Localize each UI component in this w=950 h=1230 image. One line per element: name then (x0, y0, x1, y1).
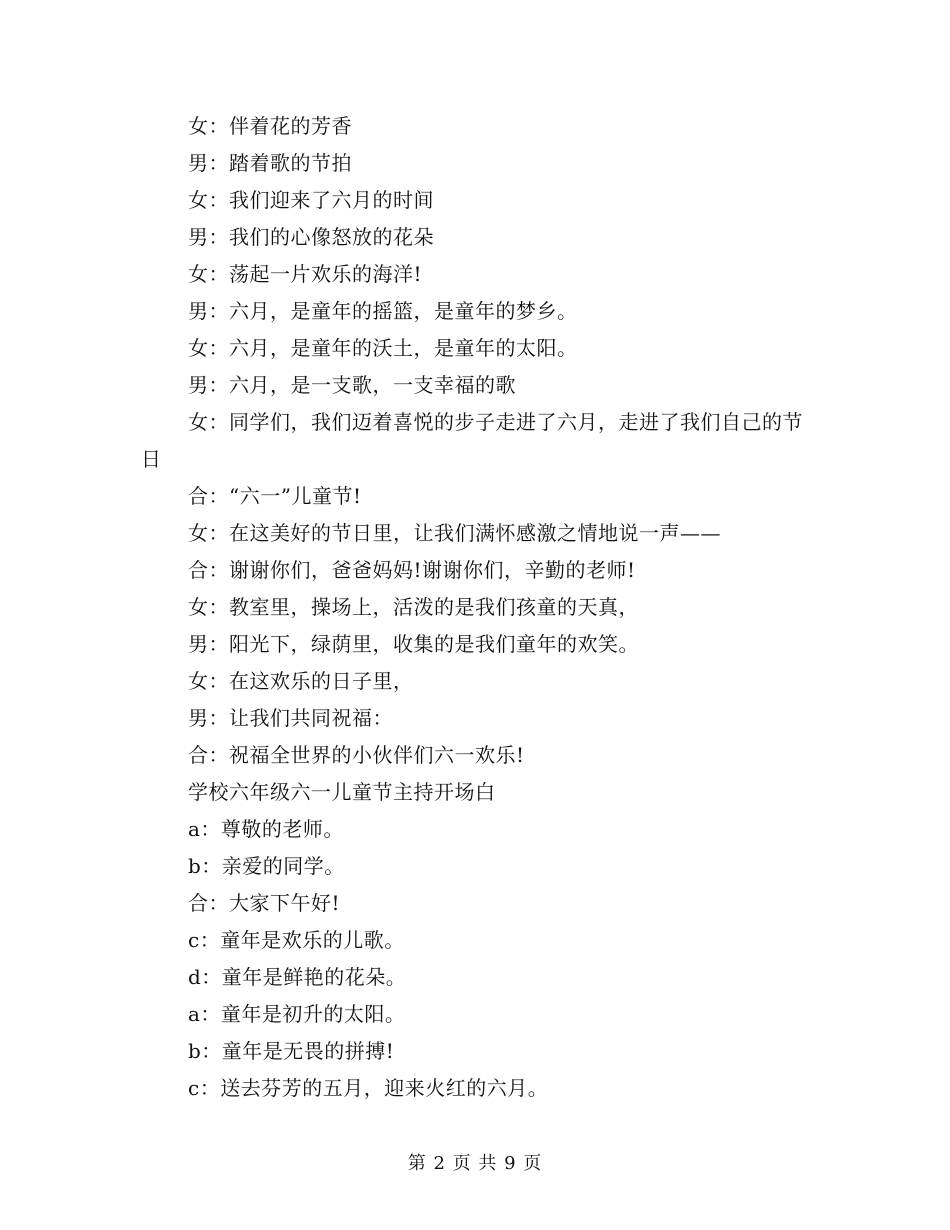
text-line: a：尊敬的老师。 (188, 817, 344, 841)
text-line: 合：大家下午好! (188, 891, 341, 915)
text-line: 男：踏着歌的节拍 (188, 151, 352, 175)
text-line: b：亲爱的同学。 (188, 854, 345, 878)
text-line: 女：伴着花的芳香 (188, 114, 352, 138)
text-line: 女：荡起一片欢乐的海洋! (188, 262, 423, 286)
text-line: a：童年是初升的太阳。 (188, 1002, 406, 1026)
section-heading: 学校六年级六一儿童节主持开场白 (188, 780, 496, 804)
text-line: 男：阳光下，绿荫里，收集的是我们童年的欢笑。 (188, 632, 639, 656)
text-line: 男：六月，是童年的摇篮，是童年的梦乡。 (188, 299, 578, 323)
text-line: 女：我们迎来了六月的时间 (188, 188, 434, 212)
text-line: 女：在这欢乐的日子里， (188, 669, 414, 693)
text-line: d：童年是鲜艳的花朵。 (188, 965, 407, 989)
text-line: 男：让我们共同祝福： (188, 706, 393, 730)
text-line: 女：六月，是童年的沃土，是童年的太阳。 (188, 336, 578, 360)
text-line: b：童年是无畏的拼搏! (188, 1039, 395, 1063)
text-line: c：送去芬芳的五月，迎来火红的六月。 (188, 1076, 549, 1100)
text-line: 女：教室里，操场上，活泼的是我们孩童的天真， (188, 595, 639, 619)
page-number-footer: 第 2 页 共 9 页 (407, 1153, 543, 1174)
text-line: 合：祝福全世界的小伙伴们六一欢乐! (188, 743, 525, 767)
text-line: 合：谢谢你们，爸爸妈妈!谢谢你们，辛勤的老师! (188, 558, 636, 582)
document-body (141, 108, 806, 1107)
text-line: 女：在这美好的节日里，让我们满怀感激之情地说一声—— (188, 521, 721, 545)
text-line: 男：我们的心像怒放的花朵 (188, 225, 434, 249)
text-line: 合：“六一”儿童节! (188, 484, 362, 508)
text-line: 男：六月，是一支歌，一支幸福的歌 (188, 373, 516, 397)
text-paragraph: 女：同学们，我们迈着喜悦的步子走进了六月，走进了我们自己的节日 (141, 410, 803, 471)
text-line: c：童年是欢乐的儿歌。 (188, 928, 405, 952)
